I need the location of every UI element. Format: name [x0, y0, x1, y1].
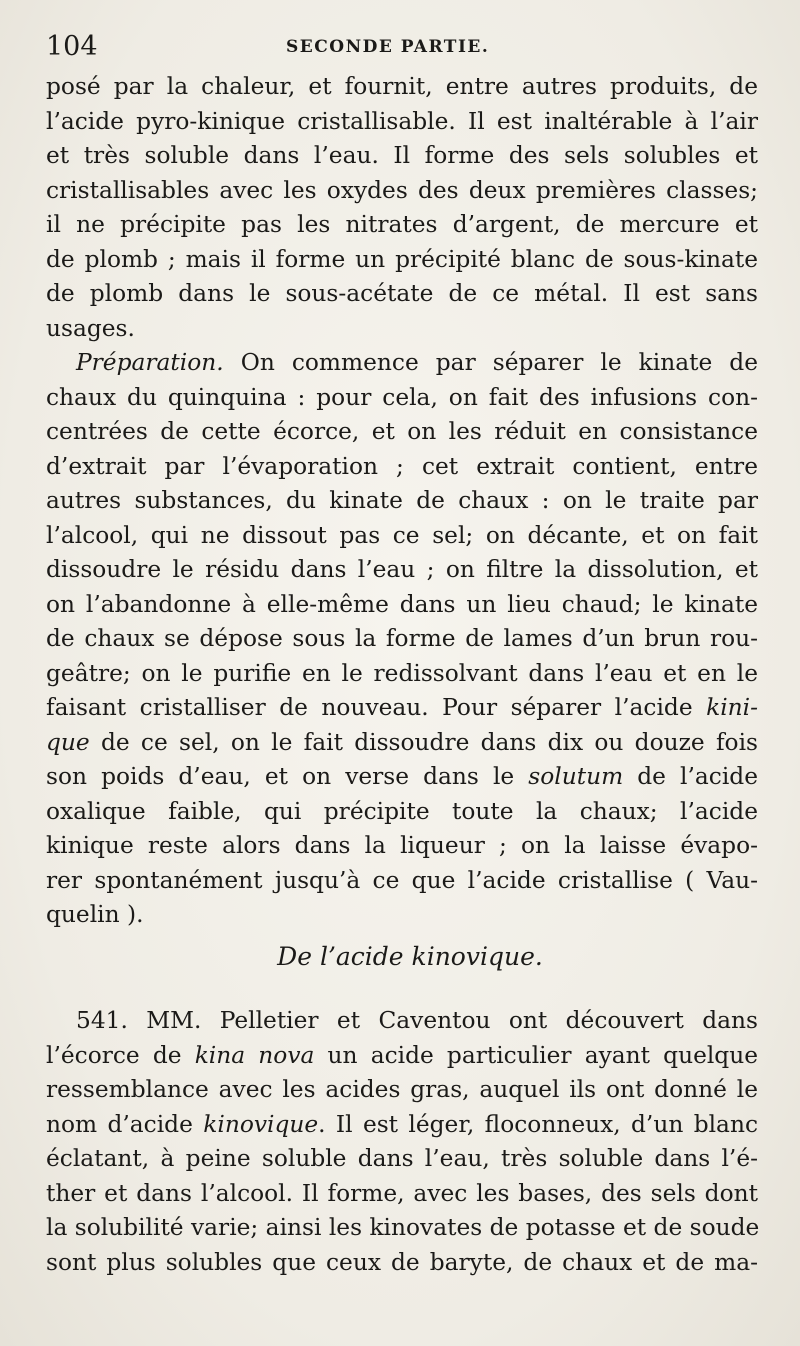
text-line: l’écorce de kina nova un acide particulier ayant quelque: [46, 1041, 759, 1069]
text-line: de plomb dans le sous-acétate de ce métal. Il est sans: [46, 280, 758, 307]
text-line: cristallisables avec les oxydes des deux premières classes;: [46, 176, 758, 204]
text-line: nom d’acide kinovique. Il est léger, floconneux, d’un blanc: [46, 1110, 758, 1138]
text-line: rer spontanément jusqu’à ce que l’acide cristallise ( Vau-: [46, 866, 758, 894]
text-line: 541. MM. Pelletier et Caventou ont découvert dans: [76, 1007, 758, 1034]
text-line: posé par la chaleur, et fournit, entre autres produits, de: [46, 73, 758, 100]
text-line: usages.: [46, 314, 135, 342]
text-line: centrées de cette écorce, et on les réduit en consistance: [46, 418, 758, 445]
text-line: la solubilité varie; ainsi les kinovates de potasse et de soude: [46, 1214, 760, 1241]
text-line: geâtre; on le purifie en le redissolvant dans l’eau et en le: [46, 659, 758, 687]
text-line: ressemblance avec les acides gras, auquel ils ont donné le: [46, 1076, 758, 1103]
text-line: et très soluble dans l’eau. Il forme des sels solubles et: [46, 142, 758, 169]
text-line: quelin ).: [46, 901, 144, 928]
paragraph-541: [46, 1004, 758, 1280]
text-line: l’alcool, qui ne dissout pas ce sel; on décante, et on fait: [46, 521, 758, 549]
text-line: son poids d’eau, et on verse dans le solutum de l’acide: [46, 763, 758, 790]
section-label: Préparation.: [76, 349, 224, 376]
section-heading: De l’acide kinovique.: [277, 942, 543, 971]
page-number: 104: [46, 31, 98, 62]
text-line: on l’abandonne à elle-même dans un lieu chaud; le kinate: [46, 590, 758, 618]
text-line: Préparation. On commence par séparer le kinate de: [76, 349, 758, 376]
page-header: [46, 30, 576, 64]
text-line: oxalique faible, qui précipite toute la chaux; l’acide: [46, 797, 758, 825]
text-line: d’extrait par l’évaporation ; cet extrait contient, entre: [46, 452, 758, 480]
text-line: éclatant, à peine soluble dans l’eau, très soluble dans l’é-: [46, 1145, 758, 1172]
paragraph-continued: [46, 70, 758, 346]
text-line: que de ce sel, on le fait dissoudre dans dix ou douze fois: [46, 728, 758, 756]
text-line: l’acide pyro-kinique cristallisable. Il est inaltérable à l’air: [46, 107, 758, 135]
running-head: SECONDE PARTIE.: [286, 37, 490, 57]
text-line: de plomb ; mais il forme un précipité blanc de sous-kinate: [46, 245, 758, 273]
text-line: autres substances, du kinate de chaux : on le traite par: [46, 487, 758, 514]
text-line: dissoudre le résidu dans l’eau ; on filtre la dissolution, et: [46, 556, 758, 583]
text-line: faisant cristalliser de nouveau. Pour séparer l’acide kini-: [46, 694, 758, 721]
text-line: de chaux se dépose sous la forme de lames d’un brun rou-: [46, 625, 758, 652]
text-line: chaux du quinquina : pour cela, on fait des infusions con-: [46, 383, 758, 411]
text-line: kinique reste alors dans la liqueur ; on la laisse évapo-: [46, 832, 758, 859]
text-line: sont plus solubles que ceux de baryte, de chaux et de ma-: [46, 1248, 758, 1276]
text-line: ther et dans l’alcool. Il forme, avec les bases, des sels dont: [46, 1179, 758, 1207]
text-line: il ne précipite pas les nitrates d’argent, de mercure et: [46, 211, 758, 238]
paragraph-preparation: [46, 346, 758, 933]
